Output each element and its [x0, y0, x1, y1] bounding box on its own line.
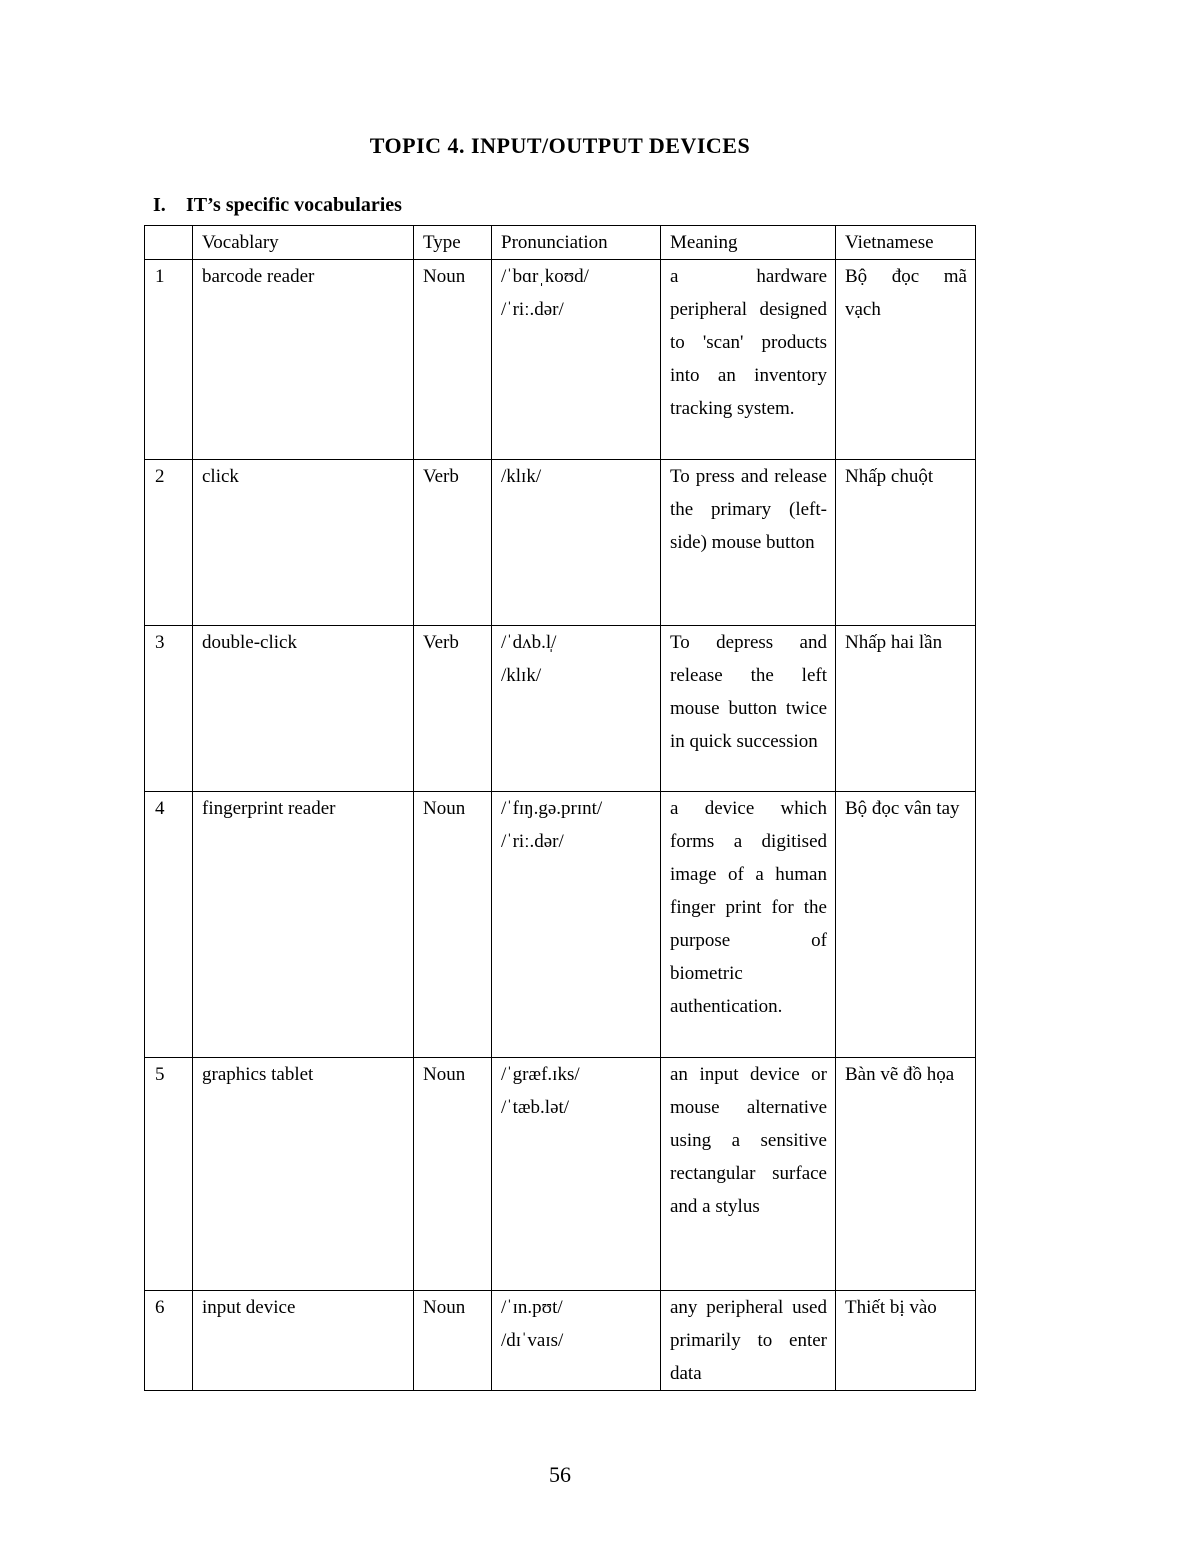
vietnamese-translation: Thiết bị vào	[836, 1291, 976, 1391]
pronunciation	[492, 1058, 661, 1291]
pronunciation-line: /ˈgræf.ɪks/	[501, 1064, 580, 1085]
header-vocabulary: Vocablary	[193, 226, 414, 260]
pronunciation	[492, 260, 661, 460]
vocabulary-table	[144, 225, 976, 1391]
meaning: any peripheral used primarily to enter data	[661, 1291, 836, 1391]
pronunciation-line: /klɪk/	[501, 466, 542, 487]
pronunciation-line: /ˈɪn.pʊt/	[501, 1297, 563, 1318]
row-number: 5	[145, 1058, 193, 1291]
vietnamese-translation: Bộ đọc mã vạch	[836, 260, 976, 460]
table-row	[145, 260, 976, 460]
word-type: Noun	[414, 260, 492, 460]
word-type: Noun	[414, 1291, 492, 1391]
page-number: 56	[549, 1462, 571, 1487]
vocabulary-word: fingerprint reader	[193, 792, 414, 1058]
vocabulary-word: graphics tablet	[193, 1058, 414, 1291]
pronunciation	[492, 1291, 661, 1391]
vocabulary-word: input device	[193, 1291, 414, 1391]
table-header-row	[145, 226, 976, 260]
table-row	[145, 1058, 976, 1291]
pronunciation-line: /ˈriː.dər/	[501, 299, 564, 320]
section-heading-text: IT’s specific vocabularies	[186, 194, 402, 216]
vocabulary-word: click	[193, 460, 414, 626]
vietnamese-translation: Nhấp hai lần	[836, 626, 976, 792]
header-vietnamese: Vietnamese	[836, 226, 976, 260]
pronunciation-line: /dɪˈvaɪs/	[501, 1330, 564, 1351]
section-heading	[153, 194, 402, 217]
table-row	[145, 792, 976, 1058]
pronunciation-line: /ˈbɑrˌkoʊd/	[501, 266, 589, 287]
pronunciation-line: /ˈtæb.lət/	[501, 1097, 570, 1118]
pronunciation	[492, 460, 661, 626]
vietnamese-translation: Nhấp chuột	[836, 460, 976, 626]
word-type: Noun	[414, 1058, 492, 1291]
pronunciation-line: /ˈdʌb.l̩/	[501, 632, 557, 653]
word-type: Verb	[414, 626, 492, 792]
meaning: To depress and release the left mouse button twice in quick succession	[661, 626, 836, 792]
section-number: I.	[153, 194, 166, 216]
header-number	[145, 226, 193, 260]
row-number: 3	[145, 626, 193, 792]
table-row	[145, 460, 976, 626]
header-type: Type	[414, 226, 492, 260]
pronunciation	[492, 626, 661, 792]
pronunciation-line: /ˈfɪŋ.gə.prɪnt/	[501, 798, 603, 819]
row-number: 4	[145, 792, 193, 1058]
row-number: 6	[145, 1291, 193, 1391]
pronunciation-line: /klɪk/	[501, 665, 542, 686]
vietnamese-translation: Bàn vẽ đồ họa	[836, 1058, 976, 1291]
row-number: 2	[145, 460, 193, 626]
row-number: 1	[145, 260, 193, 460]
page-title: TOPIC 4. INPUT/OUTPUT DEVICES	[369, 133, 751, 158]
meaning: a hardware peripheral designed to 'scan' products into an inventory tracking system.	[661, 260, 836, 460]
vietnamese-translation: Bộ đọc vân tay	[836, 792, 976, 1058]
meaning: To press and release the primary (left-side) mouse button	[661, 460, 836, 626]
header-meaning: Meaning	[661, 226, 836, 260]
table-row	[145, 1291, 976, 1391]
vocabulary-word: double-click	[193, 626, 414, 792]
pronunciation	[492, 792, 661, 1058]
vocabulary-word: barcode reader	[193, 260, 414, 460]
word-type: Noun	[414, 792, 492, 1058]
table-row	[145, 626, 976, 792]
word-type: Verb	[414, 460, 492, 626]
header-pronunciation: Pronunciation	[492, 226, 661, 260]
meaning: a device which forms a digitised image of a human finger print for the purpose of biometric authentication.	[661, 792, 836, 1058]
meaning: an input device or mouse alternative using a sensitive rectangular surface and a stylus	[661, 1058, 836, 1291]
pronunciation-line: /ˈriː.dər/	[501, 831, 564, 852]
